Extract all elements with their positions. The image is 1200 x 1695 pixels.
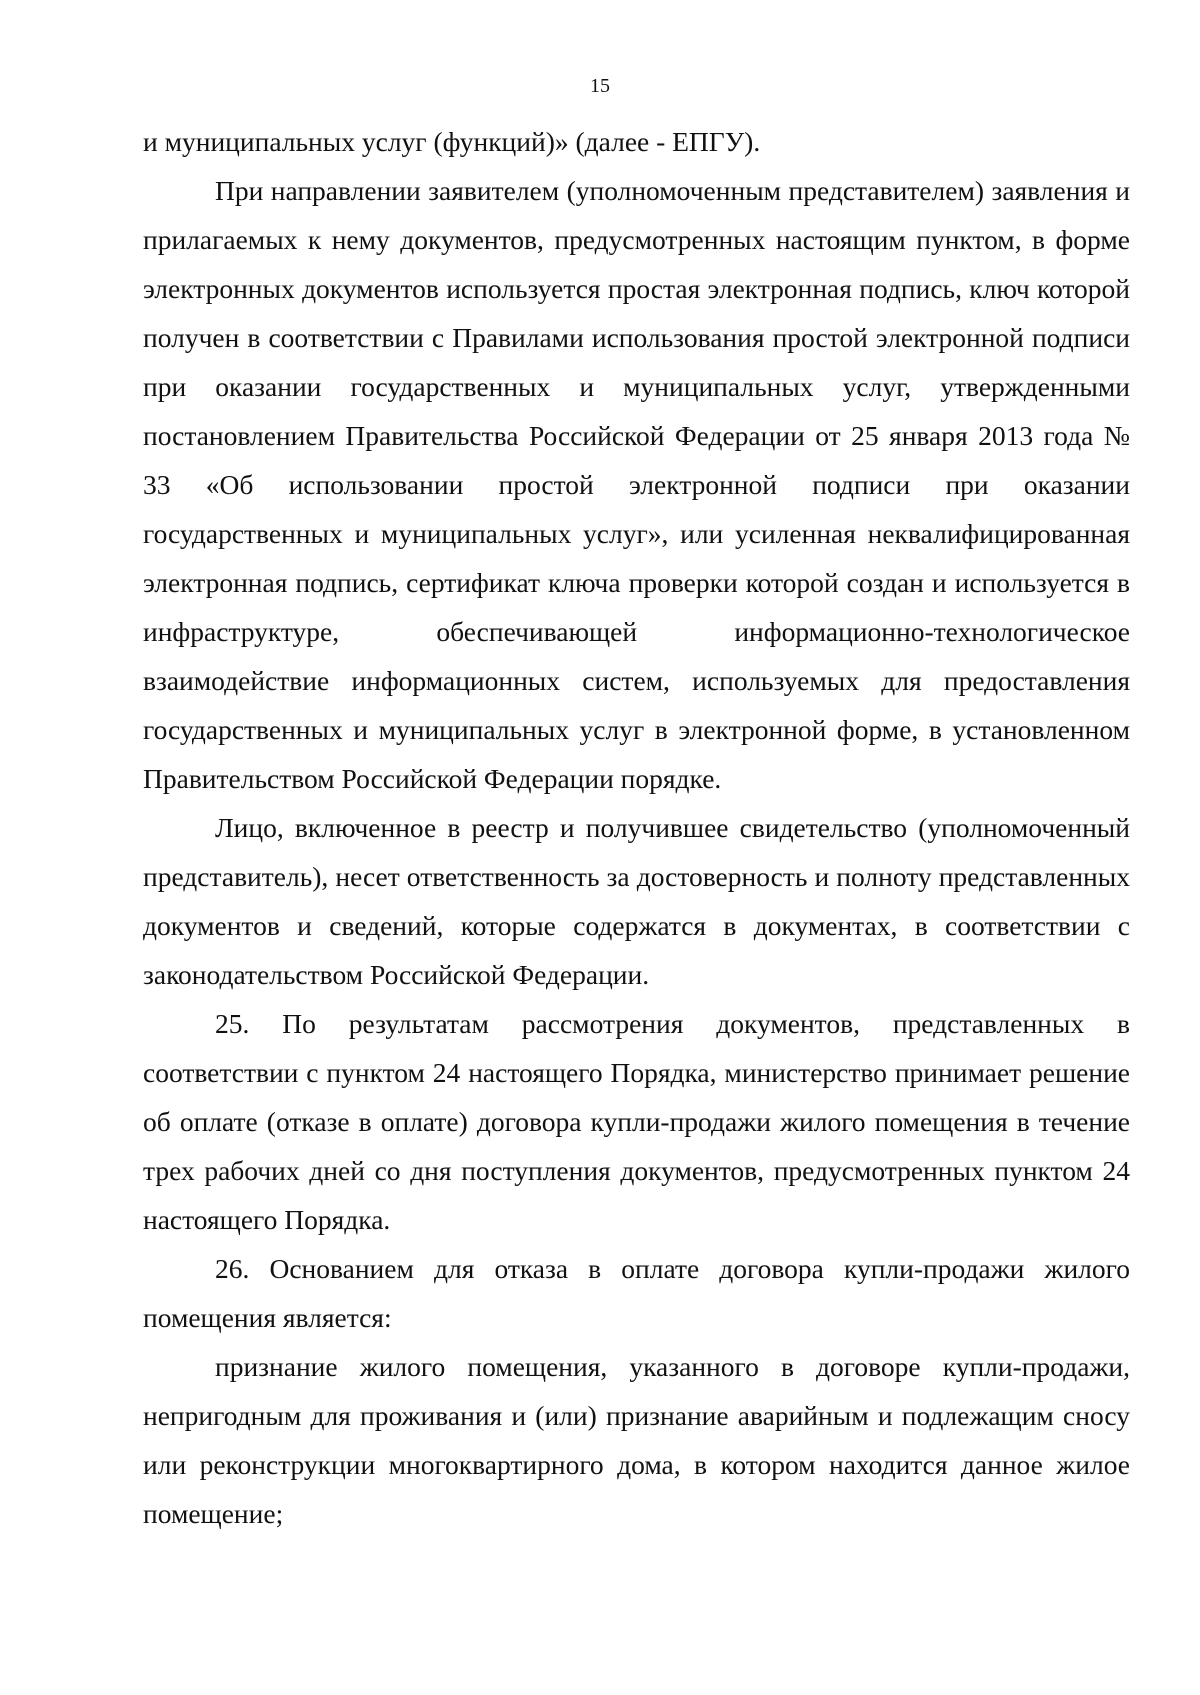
paragraph-electronic-signature: При направлении заявителем (уполномоченным представителем) заявления и прилагаемых к нему документов, предусмотренных настоящим пунктом, в форме электронных документов используется простая электронная подпись, ключ которой получен в соответствии с Правилами использования простой электронной подписи при оказании государственных и муниципальных услуг, утвержденными постановлением Правительства Российской Федерации от 25 января 2013 года № 33 «Об использовании простой электронной подписи при оказании государственных и муниципальных услуг», или усиленная неквалифицированная электронная подпись, сертификат ключа проверки которой создан и используется в инфраструктуре, обеспечивающей информационно-технологическое взаимодействие информационных систем, используемых для предоставления государственных и муниципальных услуг в электронной форме, в установленном Правительством Российской Федерации порядке. — [143, 175, 1130, 794]
page-number: 15 — [590, 75, 610, 97]
paragraph-continuation: и муниципальных услуг (функций)» (далее - ЕПГУ). — [143, 126, 761, 157]
paragraph-item-25: 25. По результатам рассмотрения документов, представленных в соответствии с пунктом 24 настоящего Порядка, министерство принимает решение об оплате (отказе в оплате) договора купли-продажи жилого помещения в течение трех рабочих дней со дня поступления документов, предусмотренных пунктом 24 настоящего Порядка. — [143, 1008, 1130, 1235]
paragraph-responsibility: Лицо, включенное в реестр и получившее свидетельство (уполномоченный представитель), несет ответственность за достоверность и полноту представленных документов и сведений, которые содержатся в документах, в соответствии с законодательством Российской Федерации. — [143, 812, 1130, 990]
paragraph-item-26: 26. Основанием для отказа в оплате договора купли-продажи жилого помещения является: — [143, 1253, 1130, 1333]
paragraph-refusal-ground: признание жилого помещения, указанного в договоре купли-продажи, непригодным для проживания и (или) признание аварийным и подлежащим сносу или реконструкции многоквартирного дома, в котором находится данное жилое помещение; — [143, 1351, 1130, 1529]
document-body — [143, 117, 1130, 1538]
